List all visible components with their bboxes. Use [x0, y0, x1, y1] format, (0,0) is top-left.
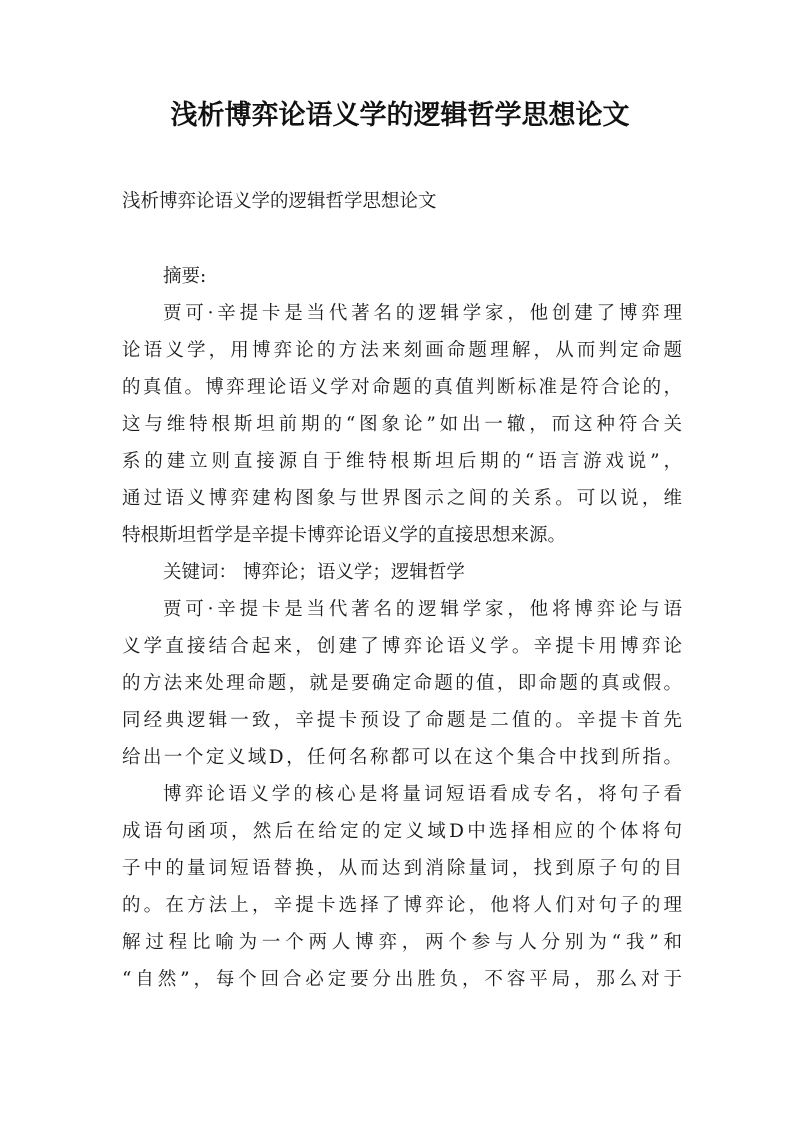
- paragraph-line: “自然”，每个回合必定要分出胜负，不容平局，那么对于: [122, 969, 682, 990]
- keywords-line: 关键词： 博弈论；语义学；逻辑哲学: [163, 562, 465, 583]
- paragraph-line: 系的建立则直接源自于维特根斯坦后期的“语言游戏说”，: [122, 451, 682, 472]
- document-body: [122, 258, 682, 998]
- paragraph-line: 特根斯坦哲学是辛提卡博弈论语义学的直接思想来源。: [122, 525, 567, 546]
- paragraph-line: 解过程比喻为一个两人博弈，两个参与人分别为“我”和: [122, 932, 682, 953]
- paragraph-line: 论语义学，用博弈论的方法来刻画命题理解，从而判定命题: [122, 340, 682, 361]
- paragraph-line: 这与维特根斯坦前期的“图象论”如出一辙，而这种符合关: [122, 414, 682, 435]
- paragraph-line: 贾可·辛提卡是当代著名的逻辑学家，他将博弈论与语: [163, 599, 682, 620]
- paragraph-line: 同经典逻辑一致，辛提卡预设了命题是二值的。辛提卡首先: [122, 710, 682, 731]
- paragraph-line: 义学直接结合起来，创建了博弈论语义学。辛提卡用博弈论: [122, 636, 682, 657]
- document-title: 浅析博弈论语义学的逻辑哲学思想论文: [170, 100, 630, 131]
- paragraph-line: 成语句函项，然后在给定的定义域D中选择相应的个体将句: [122, 821, 682, 842]
- paragraph-line: 子中的量词短语替换，从而达到消除量词，找到原子句的目: [122, 858, 682, 879]
- abstract-label: 摘要:: [163, 266, 207, 287]
- paragraph-line: 给出一个定义域D，任何名称都可以在这个集合中找到所指。: [122, 747, 682, 768]
- paragraph-line: 的方法来处理命题，就是要确定命题的值，即命题的真或假。: [122, 673, 682, 694]
- paragraph-line: 贾可·辛提卡是当代著名的逻辑学家，他创建了博弈理: [163, 303, 682, 324]
- paragraph-line: 通过语义博弈建构图象与世界图示之间的关系。可以说，维: [122, 488, 682, 509]
- paragraph-line: 的真值。博弈理论语义学对命题的真值判断标准是符合论的，: [122, 377, 682, 398]
- paragraph-line: 的。在方法上，辛提卡选择了博弈论，他将人们对句子的理: [122, 895, 682, 916]
- document-subtitle: 浅析博弈论语义学的逻辑哲学思想论文: [122, 191, 437, 212]
- paragraph-line: 博弈论语义学的核心是将量词短语看成专名，将句子看: [163, 784, 682, 805]
